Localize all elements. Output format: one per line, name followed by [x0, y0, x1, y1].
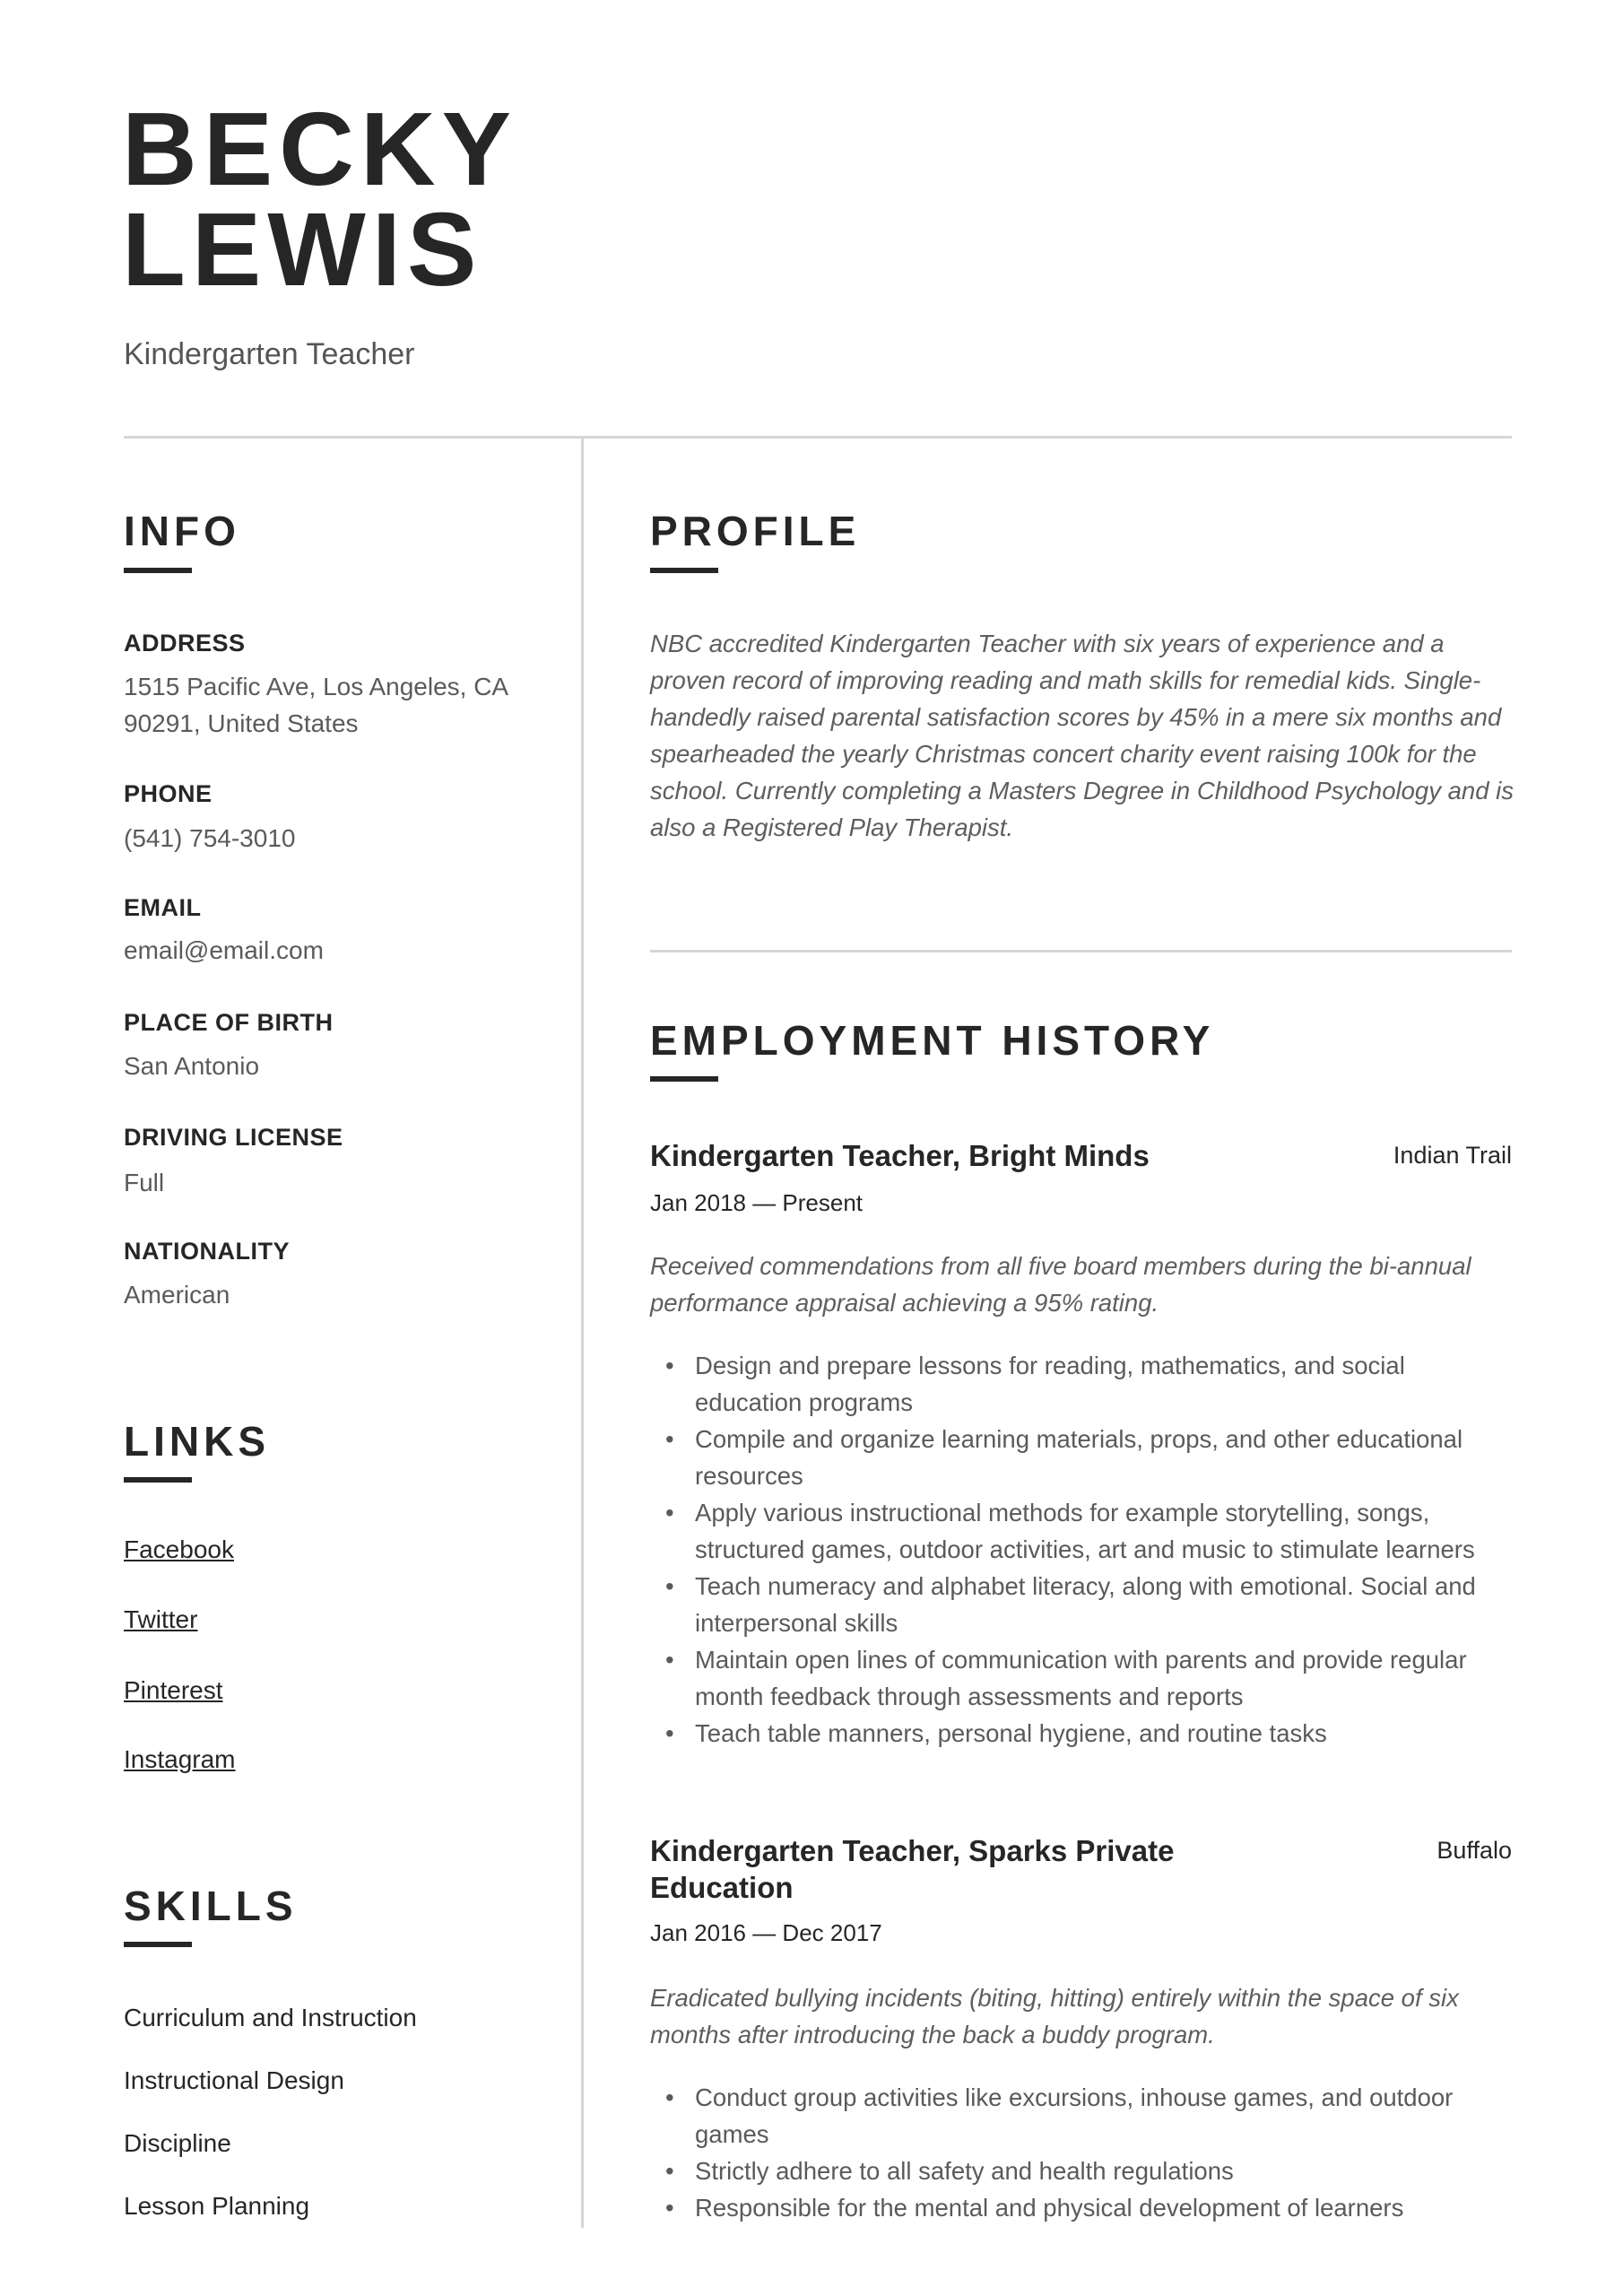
column-divider: [581, 436, 584, 2228]
profile-text: NBC accredited Kindergarten Teacher with six years of experience and a proven record of improving reading and math skills for remedial kids. Single-handedly raised parental satisfaction scores by 45% in a mere six months and spearheaded the yearly Christmas concert charity event raising 100k for the school. Currently completing a Masters Degree in Childhood Psychology and is also a Registered Play Therapist.: [650, 630, 1514, 841]
profile-heading: PROFILE: [650, 508, 861, 554]
skill-item: Lesson Planning: [124, 2192, 310, 2220]
bullet-icon: •: [665, 1499, 674, 1526]
bullet-item: • Conduct group activities like excursions, inhouse games, and outdoor games: [650, 2079, 1515, 2152]
address-line2: 90291, United States: [124, 709, 359, 737]
info-heading: INFO: [124, 508, 240, 554]
bullet-icon: •: [665, 2157, 674, 2185]
bullet-item: • Maintain open lines of communication with parents and provide regular month feedback through assessments and reports: [650, 1641, 1515, 1715]
bullet-item: • Responsible for the mental and physical development of learners: [650, 2189, 1515, 2226]
header-divider: [124, 436, 1512, 439]
email-label: EMAIL: [124, 894, 202, 921]
birth-label: PLACE OF BIRTH: [124, 1009, 334, 1036]
bullet-icon: •: [665, 1719, 674, 1747]
skill-item: Instructional Design: [124, 2066, 344, 2094]
bullet-icon: •: [665, 1425, 674, 1453]
link-twitter[interactable]: Twitter: [124, 1605, 198, 1633]
bullet-icon: •: [665, 2083, 674, 2111]
job-2-bullets: [650, 2079, 1515, 2226]
skills-underline: [124, 1942, 192, 1947]
job-2-location: Buffalo: [1436, 1837, 1512, 1864]
link-pinterest[interactable]: Pinterest: [124, 1676, 223, 1704]
bullet-item: • Compile and organize learning materials, props, and other educational resources: [650, 1421, 1515, 1494]
phone-label: PHONE: [124, 780, 213, 807]
address-line1: 1515 Pacific Ave, Los Angeles, CA: [124, 673, 509, 700]
job-1-bullets: [650, 1347, 1515, 1752]
nationality-value: American: [124, 1281, 230, 1309]
skill-item: Curriculum and Instruction: [124, 2004, 417, 2031]
bullet-icon: •: [665, 1352, 674, 1379]
phone-value: (541) 754-3010: [124, 824, 296, 852]
bullet-item: • Apply various instructional methods for example storytelling, songs, structured games, outdoor activities, art and music to stimulate learners: [650, 1494, 1515, 1568]
license-value: Full: [124, 1169, 165, 1196]
job-1-dates: Jan 2018 — Present: [650, 1189, 864, 1216]
skill-item: Discipline: [124, 2129, 231, 2157]
bullet-item: • Strictly adhere to all safety and health regulations: [650, 2152, 1515, 2189]
employment-underline: [650, 1076, 718, 1082]
links-underline: [124, 1477, 192, 1483]
job-1-description: Received commendations from all five board members during the bi-annual performance appraisal achieving a 95% rating.: [650, 1252, 1471, 1317]
links-heading: LINKS: [124, 1418, 270, 1465]
nationality-label: NATIONALITY: [124, 1238, 290, 1265]
last-name: LEWIS: [122, 191, 483, 308]
bullet-icon: •: [665, 1572, 674, 1600]
bullet-item: • Teach table manners, personal hygiene, and routine tasks: [650, 1715, 1515, 1752]
job-2-description: Eradicated bullying incidents (biting, hitting) entirely within the space of six months after introducing the back a buddy program.: [650, 1984, 1459, 2048]
link-facebook[interactable]: Facebook: [124, 1535, 234, 1563]
skills-heading: SKILLS: [124, 1883, 298, 1929]
bullet-item: • Design and prepare lessons for reading, mathematics, and social education programs: [650, 1347, 1515, 1421]
bullet-icon: •: [665, 1646, 674, 1674]
job-1-location: Indian Trail: [1393, 1142, 1512, 1169]
job-1-title: Kindergarten Teacher, Bright Minds: [650, 1139, 1150, 1172]
info-underline: [124, 568, 192, 573]
profile-divider: [650, 950, 1512, 952]
bullet-icon: •: [665, 2194, 674, 2222]
address-label: ADDRESS: [124, 630, 246, 657]
license-label: DRIVING LICENSE: [124, 1124, 343, 1151]
job-2-title-line2: Education: [650, 1871, 794, 1904]
birth-value: San Antonio: [124, 1052, 260, 1080]
job-title: Kindergarten Teacher: [124, 337, 415, 371]
job-2-title-line1: Kindergarten Teacher, Sparks Private: [650, 1834, 1175, 1867]
link-instagram[interactable]: Instagram: [124, 1745, 236, 1773]
job-2-dates: Jan 2016 — Dec 2017: [650, 1919, 882, 1946]
email-value: email@email.com: [124, 936, 324, 964]
bullet-item: • Teach numeracy and alphabet literacy, along with emotional. Social and interpersonal skills: [650, 1568, 1515, 1641]
first-name: BECKY: [122, 91, 518, 207]
employment-heading: EMPLOYMENT HISTORY: [650, 1017, 1215, 1064]
profile-underline: [650, 568, 718, 573]
